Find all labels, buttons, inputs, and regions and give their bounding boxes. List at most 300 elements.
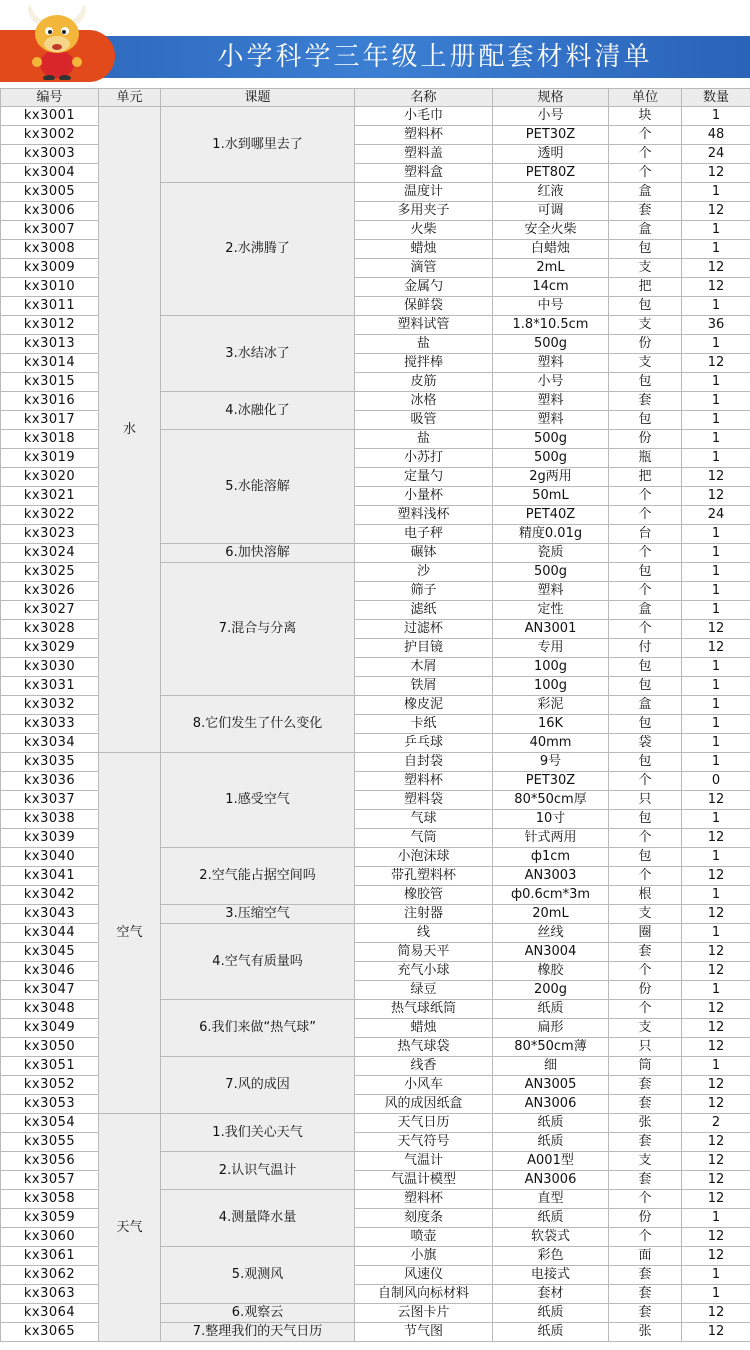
item-qty: 12	[682, 905, 750, 924]
item-name: 蜡烛	[355, 1019, 493, 1038]
item-qty: 36	[682, 316, 750, 335]
item-code: kx3043	[1, 905, 99, 924]
item-code: kx3054	[1, 1114, 99, 1133]
item-name: 小苏打	[355, 449, 493, 468]
item-measure: 包	[609, 563, 682, 582]
item-name: 小风车	[355, 1076, 493, 1095]
item-name: 皮筋	[355, 373, 493, 392]
item-spec: 20mL	[493, 905, 609, 924]
item-spec: AN3006	[493, 1095, 609, 1114]
item-measure: 个	[609, 164, 682, 183]
item-measure: 瓶	[609, 449, 682, 468]
item-qty: 12	[682, 1152, 750, 1171]
page-title: 小学科学三年级上册配套材料清单	[217, 42, 653, 72]
item-spec: 纸质	[493, 1000, 609, 1019]
item-code: kx3030	[1, 658, 99, 677]
item-measure: 把	[609, 278, 682, 297]
item-name: 铁屑	[355, 677, 493, 696]
item-code: kx3005	[1, 183, 99, 202]
item-name: 绿豆	[355, 981, 493, 1000]
lesson-cell: 7.混合与分离	[161, 563, 355, 696]
item-measure: 套	[609, 1133, 682, 1152]
item-measure: 份	[609, 335, 682, 354]
item-name: 吸管	[355, 411, 493, 430]
item-name: 盐	[355, 335, 493, 354]
item-spec: 白蜡烛	[493, 240, 609, 259]
item-qty: 1	[682, 544, 750, 563]
item-code: kx3050	[1, 1038, 99, 1057]
item-spec: AN3001	[493, 620, 609, 639]
item-code: kx3013	[1, 335, 99, 354]
item-qty: 1	[682, 734, 750, 753]
item-spec: 16K	[493, 715, 609, 734]
lesson-cell: 6.我们来做“热气球”	[161, 1000, 355, 1057]
lesson-cell: 4.冰融化了	[161, 392, 355, 430]
item-measure: 套	[609, 1304, 682, 1323]
table-row	[1, 1114, 750, 1133]
item-spec: 2g两用	[493, 468, 609, 487]
item-qty: 1	[682, 1285, 750, 1304]
item-qty: 1	[682, 696, 750, 715]
item-spec: 直型	[493, 1190, 609, 1209]
item-qty: 12	[682, 1076, 750, 1095]
item-name: 橡胶管	[355, 886, 493, 905]
item-name: 小毛巾	[355, 107, 493, 126]
item-qty: 1	[682, 1209, 750, 1228]
item-qty: 12	[682, 1133, 750, 1152]
item-measure: 个	[609, 1190, 682, 1209]
item-code: kx3010	[1, 278, 99, 297]
item-spec: PET30Z	[493, 126, 609, 145]
item-code: kx3053	[1, 1095, 99, 1114]
item-qty: 1	[682, 658, 750, 677]
item-code: kx3017	[1, 411, 99, 430]
item-name: 自制风向标材料	[355, 1285, 493, 1304]
item-measure: 份	[609, 981, 682, 1000]
item-spec: 500g	[493, 335, 609, 354]
item-code: kx3046	[1, 962, 99, 981]
item-name: 塑料杯	[355, 126, 493, 145]
item-qty: 12	[682, 487, 750, 506]
item-code: kx3039	[1, 829, 99, 848]
item-qty: 1	[682, 582, 750, 601]
item-qty: 1	[682, 297, 750, 316]
item-spec: 塑料	[493, 392, 609, 411]
item-spec: 橡胶	[493, 962, 609, 981]
item-name: 线	[355, 924, 493, 943]
item-spec: 精度0.01g	[493, 525, 609, 544]
item-name: 气球	[355, 810, 493, 829]
item-measure: 个	[609, 772, 682, 791]
item-spec: 100g	[493, 658, 609, 677]
item-measure: 只	[609, 1038, 682, 1057]
col-header-qty: 数量	[682, 89, 750, 107]
item-measure: 套	[609, 1266, 682, 1285]
item-measure: 支	[609, 259, 682, 278]
item-qty: 1	[682, 411, 750, 430]
item-name: 冰格	[355, 392, 493, 411]
item-measure: 块	[609, 107, 682, 126]
item-spec: 塑料	[493, 411, 609, 430]
item-measure: 份	[609, 430, 682, 449]
item-qty: 1	[682, 753, 750, 772]
item-code: kx3040	[1, 848, 99, 867]
item-name: 温度计	[355, 183, 493, 202]
item-spec: 瓷质	[493, 544, 609, 563]
lesson-cell: 1.感受空气	[161, 753, 355, 848]
item-spec: 可调	[493, 202, 609, 221]
item-code: kx3027	[1, 601, 99, 620]
item-spec: 纸质	[493, 1133, 609, 1152]
item-code: kx3041	[1, 867, 99, 886]
item-code: kx3038	[1, 810, 99, 829]
item-qty: 12	[682, 278, 750, 297]
item-qty: 12	[682, 1190, 750, 1209]
item-name: 带孔塑料杯	[355, 867, 493, 886]
item-name: 滤纸	[355, 601, 493, 620]
item-code: kx3063	[1, 1285, 99, 1304]
lesson-cell: 1.水到哪里去了	[161, 107, 355, 183]
item-measure: 把	[609, 468, 682, 487]
item-qty: 1	[682, 183, 750, 202]
item-name: 多用夹子	[355, 202, 493, 221]
item-measure: 根	[609, 886, 682, 905]
item-qty: 12	[682, 1304, 750, 1323]
item-code: kx3003	[1, 145, 99, 164]
item-spec: 红液	[493, 183, 609, 202]
item-measure: 套	[609, 202, 682, 221]
item-qty: 1	[682, 221, 750, 240]
item-code: kx3006	[1, 202, 99, 221]
unit-cell: 水	[99, 107, 161, 753]
item-code: kx3001	[1, 107, 99, 126]
item-measure: 包	[609, 658, 682, 677]
item-qty: 12	[682, 943, 750, 962]
item-qty: 12	[682, 1019, 750, 1038]
item-code: kx3026	[1, 582, 99, 601]
item-name: 搅拌棒	[355, 354, 493, 373]
item-spec: 9号	[493, 753, 609, 772]
item-name: 简易天平	[355, 943, 493, 962]
item-measure: 套	[609, 1285, 682, 1304]
item-qty: 12	[682, 791, 750, 810]
lesson-cell: 8.它们发生了什么变化	[161, 696, 355, 753]
item-name: 塑料浅杯	[355, 506, 493, 525]
item-qty: 12	[682, 962, 750, 981]
item-measure: 套	[609, 1076, 682, 1095]
item-qty: 24	[682, 145, 750, 164]
item-qty: 12	[682, 468, 750, 487]
item-qty: 1	[682, 924, 750, 943]
item-qty: 1	[682, 430, 750, 449]
item-code: kx3009	[1, 259, 99, 278]
item-measure: 筒	[609, 1057, 682, 1076]
item-qty: 12	[682, 259, 750, 278]
item-spec: 80*50cm厚	[493, 791, 609, 810]
item-code: kx3064	[1, 1304, 99, 1323]
item-measure: 份	[609, 1209, 682, 1228]
item-code: kx3037	[1, 791, 99, 810]
item-spec: 专用	[493, 639, 609, 658]
col-header-code: 编号	[1, 89, 99, 107]
lesson-cell: 2.空气能占据空间吗	[161, 848, 355, 905]
item-code: kx3021	[1, 487, 99, 506]
item-name: 塑料袋	[355, 791, 493, 810]
lesson-cell: 5.观测风	[161, 1247, 355, 1304]
item-code: kx3047	[1, 981, 99, 1000]
item-measure: 支	[609, 316, 682, 335]
item-measure: 个	[609, 829, 682, 848]
item-measure: 盒	[609, 601, 682, 620]
item-measure: 个	[609, 867, 682, 886]
lesson-cell: 4.测量降水量	[161, 1190, 355, 1247]
item-spec: 1.8*10.5cm	[493, 316, 609, 335]
item-spec: PET80Z	[493, 164, 609, 183]
item-name: 木屑	[355, 658, 493, 677]
table-row	[1, 753, 750, 772]
item-name: 热气球袋	[355, 1038, 493, 1057]
table-body	[1, 107, 750, 1342]
col-header-measure: 单位	[609, 89, 682, 107]
item-measure: 包	[609, 753, 682, 772]
item-name: 塑料盖	[355, 145, 493, 164]
item-measure: 包	[609, 715, 682, 734]
item-spec: 50mL	[493, 487, 609, 506]
item-code: kx3011	[1, 297, 99, 316]
item-qty: 48	[682, 126, 750, 145]
materials-table	[0, 88, 750, 1342]
col-header-lesson: 课题	[161, 89, 355, 107]
item-spec: 软袋式	[493, 1228, 609, 1247]
item-measure: 包	[609, 810, 682, 829]
item-name: 刻度条	[355, 1209, 493, 1228]
item-name: 塑料盒	[355, 164, 493, 183]
item-measure: 套	[609, 1095, 682, 1114]
item-qty: 1	[682, 601, 750, 620]
item-qty: 1	[682, 677, 750, 696]
item-spec: 500g	[493, 563, 609, 582]
item-code: kx3032	[1, 696, 99, 715]
item-spec: PET40Z	[493, 506, 609, 525]
col-header-unit: 单元	[99, 89, 161, 107]
item-qty: 1	[682, 449, 750, 468]
item-code: kx3022	[1, 506, 99, 525]
item-measure: 包	[609, 848, 682, 867]
item-spec: 200g	[493, 981, 609, 1000]
lesson-cell: 4.空气有质量吗	[161, 924, 355, 1000]
item-name: 线香	[355, 1057, 493, 1076]
item-name: 小旗	[355, 1247, 493, 1266]
item-code: kx3014	[1, 354, 99, 373]
item-measure: 个	[609, 1000, 682, 1019]
item-spec: 40mm	[493, 734, 609, 753]
item-name: 电子秤	[355, 525, 493, 544]
item-spec: 14cm	[493, 278, 609, 297]
item-measure: 包	[609, 677, 682, 696]
item-spec: AN3005	[493, 1076, 609, 1095]
item-spec: 500g	[493, 449, 609, 468]
item-code: kx3062	[1, 1266, 99, 1285]
item-measure: 个	[609, 506, 682, 525]
item-spec: 小号	[493, 107, 609, 126]
item-qty: 1	[682, 981, 750, 1000]
item-code: kx3018	[1, 430, 99, 449]
item-code: kx3025	[1, 563, 99, 582]
item-qty: 12	[682, 1038, 750, 1057]
item-code: kx3019	[1, 449, 99, 468]
item-name: 喷壶	[355, 1228, 493, 1247]
item-qty: 0	[682, 772, 750, 791]
item-code: kx3065	[1, 1323, 99, 1342]
item-qty: 1	[682, 810, 750, 829]
item-measure: 支	[609, 1152, 682, 1171]
lesson-cell: 2.水沸腾了	[161, 183, 355, 316]
item-spec: 小号	[493, 373, 609, 392]
item-qty: 12	[682, 164, 750, 183]
item-spec: AN3006	[493, 1171, 609, 1190]
table-row	[1, 107, 750, 126]
item-qty: 1	[682, 1266, 750, 1285]
item-measure: 个	[609, 126, 682, 145]
lesson-cell: 6.观察云	[161, 1304, 355, 1323]
item-spec: 丝线	[493, 924, 609, 943]
item-measure: 个	[609, 1228, 682, 1247]
item-name: 自封袋	[355, 753, 493, 772]
item-measure: 盒	[609, 221, 682, 240]
item-qty: 12	[682, 867, 750, 886]
item-measure: 套	[609, 1171, 682, 1190]
item-measure: 盒	[609, 183, 682, 202]
item-spec: ф0.6cm*3m	[493, 886, 609, 905]
item-name: 橡皮泥	[355, 696, 493, 715]
item-qty: 12	[682, 620, 750, 639]
item-measure: 支	[609, 1019, 682, 1038]
item-code: kx3007	[1, 221, 99, 240]
item-qty: 2	[682, 1114, 750, 1133]
unit-cell: 天气	[99, 1114, 161, 1342]
item-code: kx3045	[1, 943, 99, 962]
item-code: kx3029	[1, 639, 99, 658]
item-name: 气筒	[355, 829, 493, 848]
item-spec: 10寸	[493, 810, 609, 829]
item-name: 气温计模型	[355, 1171, 493, 1190]
item-measure: 张	[609, 1323, 682, 1342]
item-spec: 中号	[493, 297, 609, 316]
item-measure: 套	[609, 392, 682, 411]
col-header-name: 名称	[355, 89, 493, 107]
item-qty: 1	[682, 1057, 750, 1076]
item-qty: 1	[682, 392, 750, 411]
item-name: 塑料杯	[355, 1190, 493, 1209]
item-code: kx3033	[1, 715, 99, 734]
item-spec: 彩泥	[493, 696, 609, 715]
item-measure: 个	[609, 487, 682, 506]
item-measure: 个	[609, 962, 682, 981]
item-spec: 定性	[493, 601, 609, 620]
item-qty: 1	[682, 373, 750, 392]
lesson-cell: 7.整理我们的天气日历	[161, 1323, 355, 1342]
item-name: 塑料杯	[355, 772, 493, 791]
item-measure: 张	[609, 1114, 682, 1133]
item-name: 充气小球	[355, 962, 493, 981]
item-name: 火柴	[355, 221, 493, 240]
item-measure: 付	[609, 639, 682, 658]
item-code: kx3020	[1, 468, 99, 487]
item-spec: 纸质	[493, 1114, 609, 1133]
item-qty: 1	[682, 715, 750, 734]
item-code: kx3052	[1, 1076, 99, 1095]
item-code: kx3008	[1, 240, 99, 259]
item-code: kx3016	[1, 392, 99, 411]
item-name: 筛子	[355, 582, 493, 601]
item-qty: 12	[682, 1171, 750, 1190]
item-spec: 80*50cm薄	[493, 1038, 609, 1057]
item-code: kx3036	[1, 772, 99, 791]
item-spec: 细	[493, 1057, 609, 1076]
item-measure: 个	[609, 620, 682, 639]
item-qty: 12	[682, 829, 750, 848]
item-spec: A001型	[493, 1152, 609, 1171]
item-measure: 包	[609, 411, 682, 430]
table-header-row	[1, 89, 750, 107]
item-spec: 100g	[493, 677, 609, 696]
item-spec: 2mL	[493, 259, 609, 278]
item-measure: 包	[609, 297, 682, 316]
item-name: 过滤杯	[355, 620, 493, 639]
item-spec: 纸质	[493, 1323, 609, 1342]
item-name: 小量杯	[355, 487, 493, 506]
item-name: 节气图	[355, 1323, 493, 1342]
item-qty: 1	[682, 335, 750, 354]
unit-cell: 空气	[99, 753, 161, 1114]
item-qty: 12	[682, 1247, 750, 1266]
item-spec: 透明	[493, 145, 609, 164]
item-qty: 1	[682, 563, 750, 582]
item-code: kx3042	[1, 886, 99, 905]
item-name: 沙	[355, 563, 493, 582]
item-code: kx3023	[1, 525, 99, 544]
item-name: 滴管	[355, 259, 493, 278]
item-spec: 纸质	[493, 1304, 609, 1323]
item-qty: 1	[682, 886, 750, 905]
item-spec: 电接式	[493, 1266, 609, 1285]
item-spec: 塑料	[493, 354, 609, 373]
item-name: 天气符号	[355, 1133, 493, 1152]
item-code: kx3060	[1, 1228, 99, 1247]
item-measure: 支	[609, 905, 682, 924]
item-name: 天气日历	[355, 1114, 493, 1133]
item-name: 卡纸	[355, 715, 493, 734]
item-code: kx3058	[1, 1190, 99, 1209]
item-name: 风速仪	[355, 1266, 493, 1285]
header	[0, 0, 750, 88]
item-name: 云图卡片	[355, 1304, 493, 1323]
item-spec: 500g	[493, 430, 609, 449]
col-header-spec: 规格	[493, 89, 609, 107]
item-name: 护目镜	[355, 639, 493, 658]
item-name: 保鲜袋	[355, 297, 493, 316]
item-spec: 针式两用	[493, 829, 609, 848]
item-spec: 纸质	[493, 1209, 609, 1228]
item-measure: 个	[609, 544, 682, 563]
item-name: 塑料试管	[355, 316, 493, 335]
item-measure: 面	[609, 1247, 682, 1266]
item-name: 定量勺	[355, 468, 493, 487]
item-measure: 个	[609, 145, 682, 164]
item-name: 金属勺	[355, 278, 493, 297]
item-qty: 1	[682, 240, 750, 259]
lesson-cell: 3.压缩空气	[161, 905, 355, 924]
